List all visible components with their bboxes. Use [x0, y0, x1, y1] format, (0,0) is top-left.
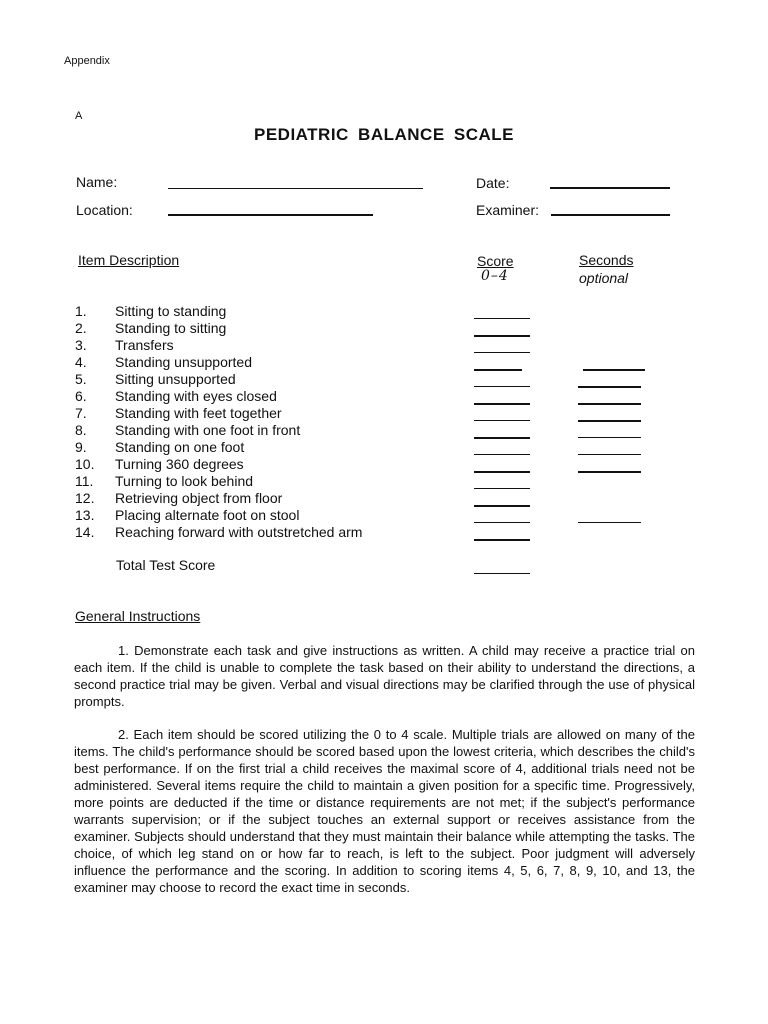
seconds-blank[interactable]: [578, 471, 641, 473]
item-description: Standing unsupported: [115, 354, 252, 370]
list-item: [75, 405, 475, 422]
date-label: Date:: [476, 175, 510, 191]
total-score-blank[interactable]: [474, 573, 530, 574]
score-blank[interactable]: [474, 318, 530, 319]
seconds-blank[interactable]: [578, 454, 641, 455]
item-number: 11.: [75, 473, 94, 489]
list-item: [75, 422, 475, 439]
name-blank[interactable]: [168, 188, 423, 189]
item-number: 4.: [75, 354, 87, 370]
item-description: Standing with eyes closed: [115, 388, 277, 404]
score-blank[interactable]: [474, 454, 530, 455]
seconds-note: optional: [579, 270, 629, 286]
score-blank[interactable]: [474, 386, 530, 387]
list-item: [75, 354, 475, 371]
item-number: 8.: [75, 422, 87, 438]
list-item: [75, 320, 475, 337]
item-description: Sitting to standing: [115, 303, 227, 319]
score-blank[interactable]: [474, 471, 530, 473]
section-letter: A: [75, 110, 83, 122]
list-item: [75, 303, 475, 320]
instruction-paragraph-1: 1. Demonstrate each task and give instructions as written. A child may receive a practice trial on each item. If the child is unable to complete the task based on their ability to understand the directions, a second practice trial may be given. Verbal and visual directions may be clarified through the use of physical prompts.: [74, 643, 695, 709]
list-item: [75, 388, 475, 405]
score-range: 0–4: [481, 268, 509, 284]
item-number: 9.: [75, 439, 87, 455]
name-label: Name:: [76, 174, 118, 190]
item-description: Standing with feet together: [115, 405, 282, 421]
examiner-blank[interactable]: [551, 214, 670, 216]
item-number: 3.: [75, 337, 87, 353]
list-item: [75, 439, 475, 456]
item-number: 6.: [75, 388, 87, 404]
item-number: 10.: [75, 456, 95, 472]
date-blank[interactable]: [550, 187, 670, 189]
list-item: [75, 524, 475, 541]
list-item: [75, 337, 475, 354]
list-item: [75, 456, 475, 473]
item-description-header: Item Description: [78, 252, 180, 268]
score-blank[interactable]: [474, 505, 530, 507]
seconds-blank[interactable]: [583, 369, 645, 371]
score-blank[interactable]: [474, 369, 522, 371]
total-label: Total Test Score: [116, 557, 216, 573]
item-number: 7.: [75, 405, 87, 421]
list-item: [75, 371, 475, 388]
item-description: Reaching forward with outstretched arm: [115, 524, 363, 540]
score-blank[interactable]: [474, 488, 530, 489]
list-item: [75, 473, 475, 490]
item-description: Transfers: [115, 337, 174, 353]
item-description: Turning to look behind: [115, 473, 254, 489]
item-description: Standing to sitting: [115, 320, 227, 336]
item-number: 2.: [75, 320, 87, 336]
score-blank[interactable]: [474, 352, 530, 353]
location-blank[interactable]: [168, 214, 373, 216]
item-description: Retrieving object from floor: [115, 490, 283, 506]
list-item: [75, 490, 475, 507]
score-blank[interactable]: [474, 437, 530, 439]
instruction-paragraph-2: 2. Each item should be scored utilizing the 0 to 4 scale. Multiple trials are allowed on many of the items. The child's performance should be scored based upon the lowest criteria, which describes the child's best performance. If on the first trial a child receives the maximal score of 4, additional trials need not be administered. Several items require the child to maintain a given position for a specific time. Progressively, more points are deducted if the time or distance requirements are not met; if the subject's performance warrants supervision; or if the subject touches an external support or receives assistance from the examiner. Subjects should understand that they must maintain their balance while attempting the tasks. The choice, of which leg stand on or how far to reach, is left to the subject. Poor judgment will adversely influence the performance and the scoring. In addition to scoring items 4, 5, 6, 7, 8, 9, 10, and 13, the examiner may choose to record the exact time in seconds.: [74, 727, 695, 895]
examiner-label: Examiner:: [476, 202, 540, 218]
item-description: Turning 360 degrees: [115, 456, 244, 472]
item-number: 13.: [75, 507, 95, 523]
page-title: PEDIATRIC BALANCE SCALE: [253, 125, 515, 144]
score-blank[interactable]: [474, 403, 530, 405]
item-description: Placing alternate foot on stool: [115, 507, 300, 523]
score-header: Score: [477, 253, 514, 269]
item-description: Standing on one foot: [115, 439, 245, 455]
score-blank[interactable]: [474, 539, 530, 541]
item-description: Sitting unsupported: [115, 371, 236, 387]
score-blank[interactable]: [474, 522, 530, 523]
item-description: Standing with one foot in front: [115, 422, 301, 438]
seconds-blank[interactable]: [578, 386, 641, 388]
seconds-blank[interactable]: [578, 437, 641, 438]
seconds-blank[interactable]: [578, 420, 641, 422]
item-number: 14.: [75, 524, 95, 540]
score-blank[interactable]: [474, 335, 530, 337]
seconds-blank[interactable]: [578, 522, 641, 523]
list-item: [75, 507, 475, 524]
score-blank[interactable]: [474, 420, 530, 421]
general-instructions-title: General Instructions: [75, 608, 201, 624]
seconds-blank[interactable]: [578, 403, 641, 405]
item-number: 12.: [75, 490, 95, 506]
item-number: 1.: [75, 303, 87, 319]
item-number: 5.: [75, 371, 87, 387]
seconds-header: Seconds: [579, 252, 634, 268]
location-label: Location:: [76, 202, 133, 218]
appendix-label: Appendix: [64, 55, 110, 67]
